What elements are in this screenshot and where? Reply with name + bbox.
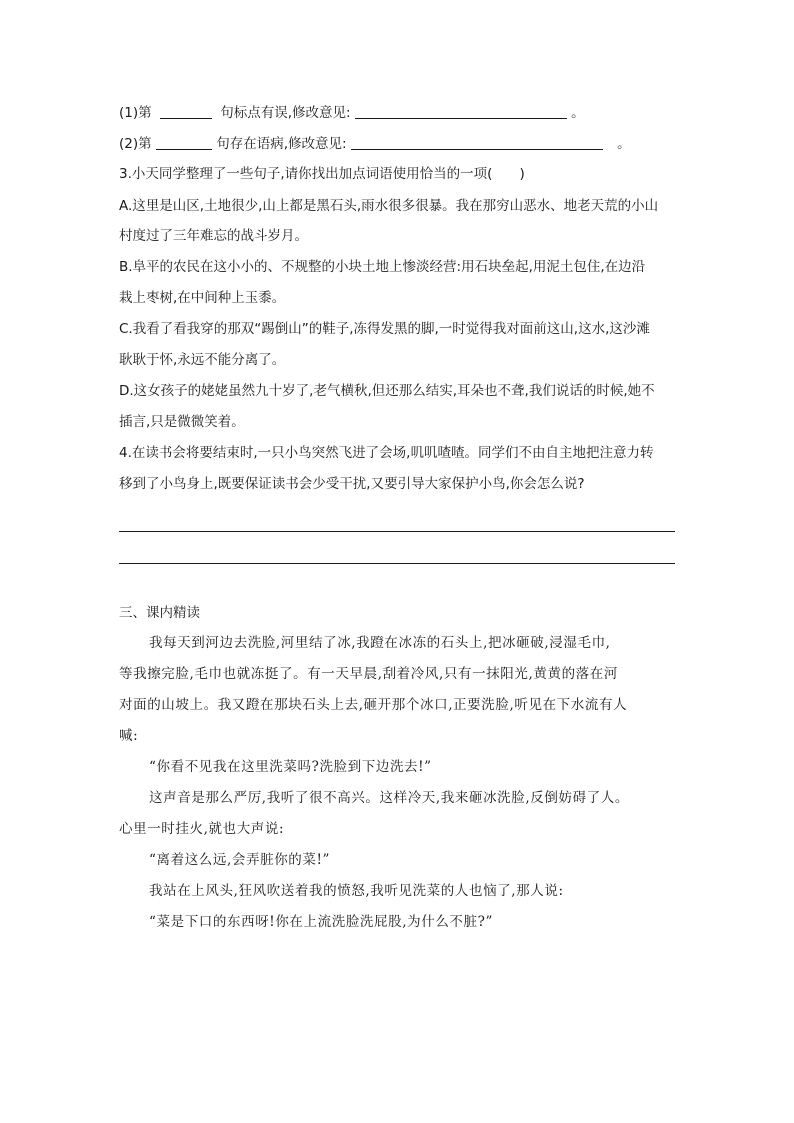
answer-line-1[interactable] <box>119 531 675 532</box>
item-2-text: 句存在语病,修改意见: <box>216 136 347 152</box>
section-3-heading: 三、课内精读 <box>119 605 200 621</box>
question-2-item-2 <box>119 134 631 154</box>
passage-p2: “你看不见我在这里洗菜吗?洗脸到下边洗去!” <box>149 759 432 775</box>
passage-p6: “菜是下口的东西呀!你在上流洗脸洗屁股,为什么不脏?” <box>149 914 493 930</box>
passage-p1-line-3: 对面的山坡上。我又蹬在那块石头上去,砸开那个冰口,正要洗脸,听见在下水流有人 <box>119 697 628 713</box>
passage-p1-line-2: 等我擦完脸,毛巾也就冻挺了。有一天早晨,刮着冷风,只有一抹阳光,黄黄的落在河 <box>119 666 618 682</box>
passage-p1-line-4: 喊: <box>119 728 139 744</box>
revision-blank[interactable] <box>355 104 567 119</box>
option-c-line-1: C.我看了看我穿的那双“踢倒山”的鞋子,冻得发黑的脚,一时觉得我对面前这山,这水,这沙滩 <box>119 321 650 337</box>
option-b-line-2: 栽上枣树,在中间种上玉黍。 <box>119 290 286 306</box>
passage-p5: 我站在上风头,狂风吹送着我的愤怒,我听见洗菜的人也恼了,那人说: <box>149 883 564 899</box>
option-b-line-1: B.阜平的农民在这小小的、不规整的小块土地上惨淡经营:用石块垒起,用泥土包住,在边沿 <box>119 259 646 275</box>
option-d-line-2: 插言,只是微微笑着。 <box>119 414 245 430</box>
passage-p3-line-2: 心里一时挂火,就也大声说: <box>119 821 285 837</box>
item-1-text: 句标点有误,修改意见: <box>220 105 351 121</box>
question-2-item-1 <box>119 103 585 123</box>
option-a-line-1: A.这里是山区,土地很少,山上都是黑石头,雨水很多很暴。我在那穷山恶水、地老天荒的小山 <box>119 198 659 214</box>
item-1-end: 。 <box>571 105 585 121</box>
option-c-line-2: 耿耿于怀,永远不能分离了。 <box>119 352 286 368</box>
answer-line-2[interactable] <box>119 563 675 564</box>
question-4-line-1: 4.在读书会将要结束时,一只小鸟突然飞进了会场,叽叽喳喳。同学们不由自主地把注意力转 <box>119 445 654 461</box>
item-2-end: 。 <box>617 136 631 152</box>
option-d-line-1: D.这女孩子的姥姥虽然九十岁了,老气横秋,但还那么结实,耳朵也不聋,我们说话的时候,她不 <box>119 383 655 399</box>
sentence-number-blank[interactable] <box>156 135 212 150</box>
question-3-stem: 3.小天同学整理了一些句子,请你找出加点词语使用恰当的一项( ) <box>119 166 525 182</box>
item-2-prefix: (2)第 <box>119 136 152 152</box>
passage-p3-line-1: 这声音是那么严厉,我听了很不高兴。这样冷天,我来砸冰洗脸,反倒妨碍了人。 <box>149 790 629 806</box>
item-1-prefix: (1)第 <box>119 105 152 121</box>
sentence-number-blank[interactable] <box>160 104 212 119</box>
passage-p4: “离着这么远,会弄脏你的菜!” <box>149 852 331 868</box>
passage-p1-line-1: 我每天到河边去洗脸,河里结了冰,我蹬在冰冻的石头上,把冰砸破,浸湿毛巾, <box>149 635 611 651</box>
revision-blank[interactable] <box>351 135 603 150</box>
question-4-line-2: 移到了小鸟身上,既要保证读书会少受干扰,又要引导大家保护小鸟,你会怎么说? <box>119 476 585 492</box>
option-a-line-2: 村度过了三年难忘的战斗岁月。 <box>119 228 308 244</box>
